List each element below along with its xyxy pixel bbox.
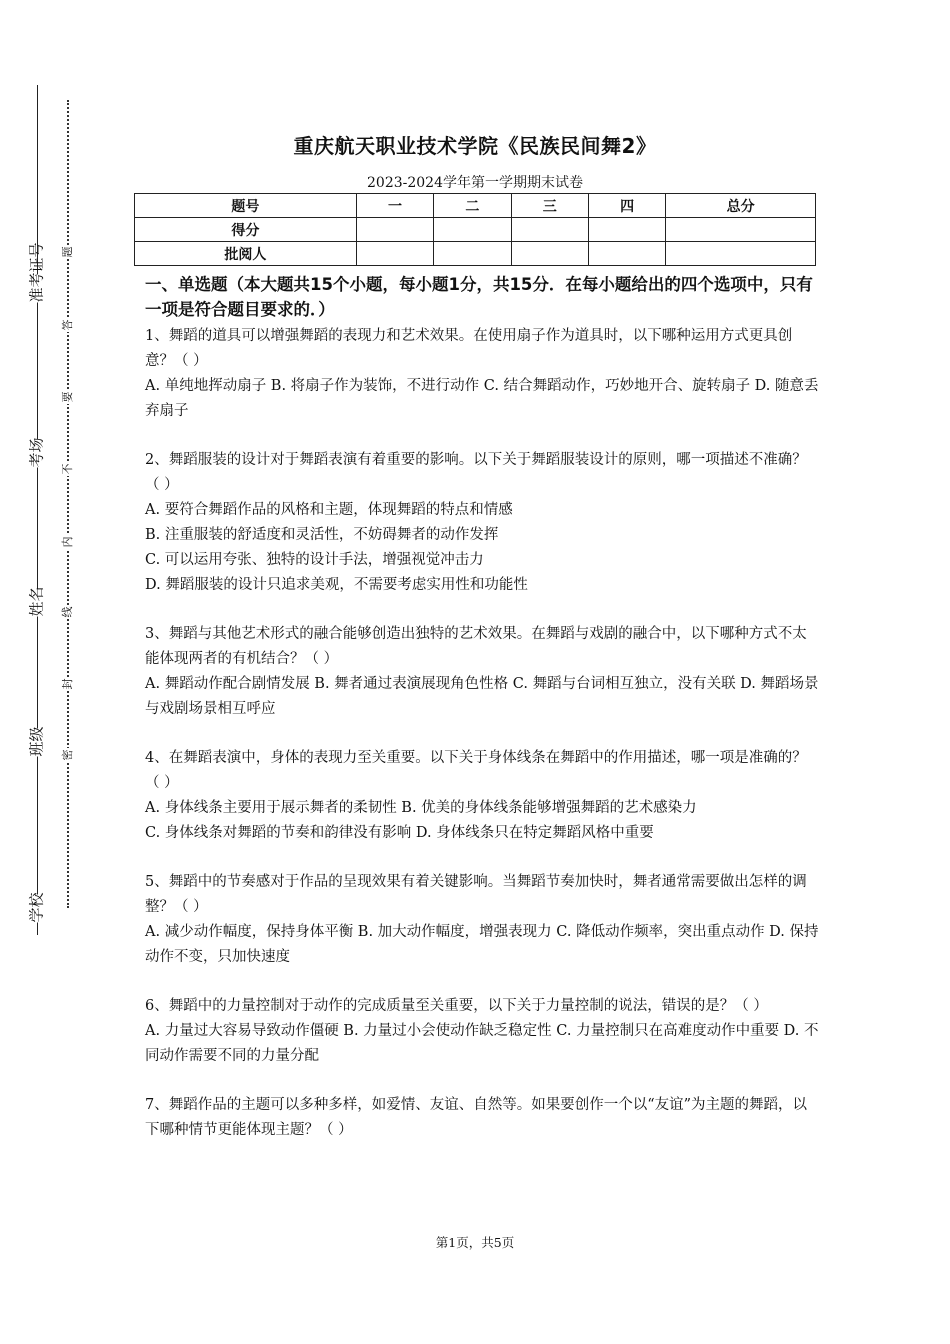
school-label: 学校 [27,892,46,923]
page-title: 重庆航天职业技术学院《民族民间舞2》 [293,134,657,158]
question-content [145,272,820,1167]
score-cell [666,218,816,242]
seal-char: 答 [61,319,74,331]
question-item [145,324,820,424]
question-options: A. 力量过大容易导致动作僵硬 B. 力量过小会使动作缺乏稳定性 C. 力量控制只在高难度动作中重要 D. 不同动作需要不同的力量分配 [145,1023,819,1064]
question-item [145,746,820,846]
score-cell [434,218,511,242]
question-options: A. 舞蹈动作配合剧情发展 B. 舞者通过表演展现角色性格 C. 舞蹈与台词相互独立，没有关联 D. 舞蹈场景与戏剧场景相互呼应 [145,676,819,717]
question-stem: 6、舞蹈中的力量控制对于动作的完成质量至关重要，以下关于力量控制的说法，错误的是？（ ） [145,998,768,1014]
question-options: A. 单纯地挥动扇子 B. 将扇子作为装饰，不进行动作 C. 结合舞蹈动作，巧妙地开合、旋转扇子 D. 随意丢弃扇子 [145,378,819,419]
question-stem: 7、舞蹈作品的主题可以多种多样，如爱情、友谊、自然等。如果要创作一个以“友谊”为主题的舞蹈，以下哪种情节更能体现主题？（ ） [145,1097,808,1138]
question-stem: 5、舞蹈中的节奏感对于作品的呈现效果有着关键影响。当舞蹈节奏加快时，舞者通常需要做出怎样的调整？（ ） [145,874,807,915]
seal-char: 封 [61,678,74,690]
question-option: B. 注重服装的舒适度和灵活性，不妨碍舞者的动作发挥 [145,527,499,543]
question-item [145,994,820,1069]
name-label: 姓名 [27,586,46,617]
question-stem: 4、在舞蹈表演中，身体的表现力至关重要。以下关于身体线条在舞蹈中的作用描述，哪一项是准确的？（ ） [145,750,807,791]
question-item [145,870,820,970]
question-item [145,1093,820,1143]
page-number: 第1页，共5页 [435,1235,515,1250]
score-cell [434,242,511,266]
score-cell [588,242,665,266]
question-options: A. 减少动作幅度，保持身体平衡 B. 加大动作幅度，增强表现力 C. 降低动作频率，突出重点动作 D. 保持动作不变，只加快速度 [145,924,819,965]
score-cell [356,242,433,266]
question-option: C. 可以运用夸张、独特的设计手法，增强视觉冲击力 [145,552,484,568]
section-title: 一、单选题（本大题共15个小题，每小题1分，共15分．在每小题给出的四个选项中，只有一项是符合题目要求的．） [145,275,813,319]
question-item [145,448,820,598]
score-cell [588,218,665,242]
question-option: A. 要符合舞蹈作品的风格和主题，体现舞蹈的特点和情感 [145,502,513,518]
page-subtitle: 2023-2024学年第一学期期末试卷 [367,175,583,191]
score-cell [356,218,433,242]
question-item [145,622,820,722]
score-table [134,193,816,266]
question-option: C. 身体线条对舞蹈的节奏和韵律没有影响 D. 身体线条只在特定舞蹈风格中重要 [145,825,654,841]
seal-char: 要 [61,391,74,403]
score-header-cell: 二 [434,194,511,218]
question-option: A. 身体线条主要用于展示舞者的柔韧性 B. 优美的身体线条能够增强舞蹈的艺术感染力 [145,800,697,816]
seal-char: 密 [61,749,74,761]
score-header-cell: 题号 [135,194,357,218]
class-label: 班级 [27,726,46,757]
binding-line [37,85,38,935]
score-table-row [135,218,816,242]
seal-char: 内 [61,536,74,548]
exam-id-label: 准考证号 [27,242,46,303]
question-stem: 1、舞蹈的道具可以增强舞蹈的表现力和艺术效果。在使用扇子作为道具时，以下哪种运用方式更具创意？（ ） [145,328,793,369]
score-header-cell: 四 [588,194,665,218]
seal-char: 线 [61,606,74,618]
score-header-cell: 三 [511,194,588,218]
exam-room-label: 考场 [27,437,46,468]
question-option: D. 舞蹈服装的设计只追求美观，不需要考虑实用性和功能性 [145,577,528,593]
score-header-cell: 总分 [666,194,816,218]
score-header-cell: 一 [356,194,433,218]
score-table-row [135,242,816,266]
score-table-header-row [135,194,816,218]
score-row-label: 得分 [135,218,357,242]
question-stem: 2、舞蹈服装的设计对于舞蹈表演有着重要的影响。以下关于舞蹈服装设计的原则，哪一项描述不准确？（ ） [145,452,807,493]
score-row-label: 批阅人 [135,242,357,266]
seal-dotted-line [67,100,69,908]
score-cell [511,242,588,266]
score-cell [511,218,588,242]
score-cell [666,242,816,266]
binding-margin [0,0,90,1344]
seal-char: 不 [61,463,74,475]
seal-char: 题 [61,246,74,258]
question-stem: 3、舞蹈与其他艺术形式的融合能够创造出独特的艺术效果。在舞蹈与戏剧的融合中，以下哪种方式不太能体现两者的有机结合？（ ） [145,626,807,667]
